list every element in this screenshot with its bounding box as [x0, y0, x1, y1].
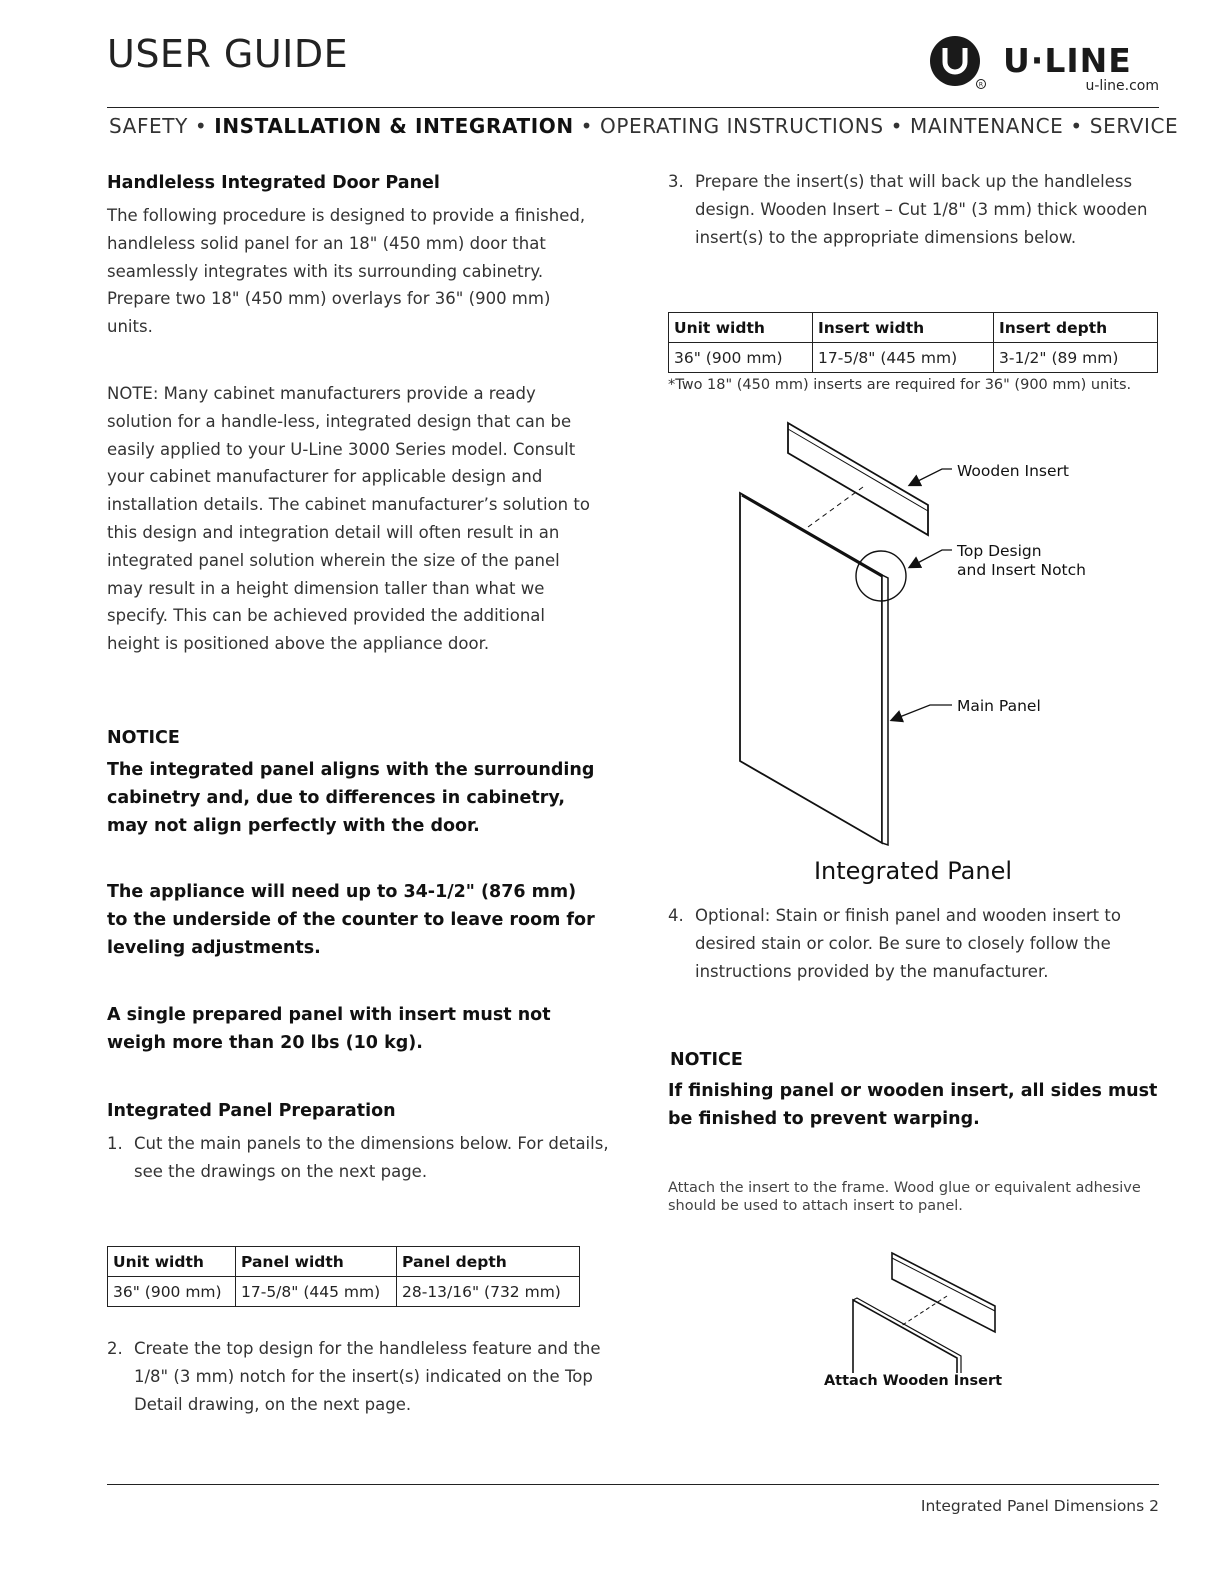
table-footnote: *Two 18" (450 mm) inserts are required for 36" (900 mm) units. — [668, 377, 1132, 393]
page-title: USER GUIDE — [107, 32, 349, 76]
step-1 — [107, 1130, 622, 1186]
step-text: Create the top design for the handleless feature and the 1/8" (3 mm) notch for the insert(s) indicated on the Top Detail drawing, on the next page. — [134, 1339, 601, 1414]
table-header-row — [669, 313, 1158, 343]
step-number: 2. — [107, 1339, 123, 1358]
site-url: u-line.com — [1085, 78, 1159, 94]
main-panel-face — [740, 493, 882, 843]
table-cell: 17-5/8" (445 mm) — [236, 1277, 397, 1307]
figure-caption: Integrated Panel — [813, 857, 1013, 885]
callout-leaders — [880, 455, 960, 725]
table-cell: 36" (900 mm) — [108, 1277, 236, 1307]
notch-leader-arrow — [910, 550, 952, 567]
attach-instructions: Attach the insert to the frame. Wood glue or equivalent adhesive should be used to attach insert to panel. — [668, 1180, 1141, 1214]
table-header-row — [108, 1247, 580, 1277]
alignment-guide — [808, 487, 863, 527]
insert-piece — [892, 1253, 995, 1332]
attach-insert-diagram — [845, 1248, 1005, 1373]
notice-counter-height: The appliance will need up to 34-1/2" (876 mm) to the underside of the counter to leave room for leveling adjustments. — [107, 882, 595, 958]
table-header: Panel depth — [397, 1247, 580, 1277]
nav-separator: • — [580, 114, 594, 138]
table-cell: 17-5/8" (445 mm) — [813, 343, 994, 373]
callout-main-panel: Main Panel — [957, 697, 1041, 715]
callout-insert-notch: and Insert Notch — [957, 561, 1086, 579]
callout-top-design: Top Design — [957, 542, 1042, 560]
step-3 — [668, 168, 1187, 251]
table-cell: 28-13/16" (732 mm) — [397, 1277, 580, 1307]
intro-paragraph: The following procedure is designed to provide a finished, handleless solid panel for an 18" (450 mm) door that seamlessly integrates with its surrounding cabinetry. Prepare two 18" (450 mm) overlays for 36" (900 mm) units. — [107, 206, 586, 337]
table-cell: 3-1/2" (89 mm) — [994, 343, 1158, 373]
header-rule — [107, 107, 1159, 108]
nav-item-installation-integration: INSTALLATION & INTEGRATION — [214, 114, 574, 138]
note-paragraph: NOTE: Many cabinet manufacturers provide a ready solution for a handle-less, integrated design that can be easily applied to your U-Line 3000 Series model. Consult your cabinet manufacturer for applicable design and installation details. The cabinet manufacturer’s solution to this design and integration detail will often result in an integrated panel solution wherein the size of the panel may result in a height dimension taller than what we specify. This can be achieved provided the additional height is positioned above the appliance door. — [107, 384, 590, 654]
section-heading: Handleless Integrated Door Panel — [107, 173, 440, 193]
step-number: 1. — [107, 1134, 123, 1153]
nav-item-safety: SAFETY — [109, 114, 188, 138]
step-text: Optional: Stain or finish panel and wooden insert to desired stain or color. Be sure to closely follow the instructions provided by the manufacturer. — [695, 906, 1121, 981]
table-header: Unit width — [108, 1247, 236, 1277]
nav-separator: • — [1070, 114, 1083, 138]
nav-separator: • — [194, 114, 208, 138]
panel-dimensions-table — [107, 1246, 580, 1307]
table-row — [669, 343, 1158, 373]
nav-item-service: SERVICE — [1089, 114, 1179, 138]
notice-finishing: If finishing panel or wooden insert, all sides must be finished to prevent warping. — [668, 1081, 1158, 1129]
nav-separator: • — [890, 114, 903, 138]
notice-label: NOTICE — [670, 1050, 743, 1070]
page-footer: Integrated Panel Dimensions 2 — [920, 1497, 1159, 1515]
footer-rule — [107, 1484, 1159, 1485]
step-number: 4. — [668, 906, 684, 925]
table-header: Insert width — [813, 313, 994, 343]
insert-leader-arrow — [910, 469, 952, 485]
step-text: Prepare the insert(s) that will back up the handleless design. Wooden Insert – Cut 1/8" (3 mm) thick wooden insert(s) to the appropriate dimensions below. — [695, 172, 1148, 247]
svg-text:R: R — [978, 81, 984, 89]
figure-label: Attach Wooden Insert — [823, 1373, 1003, 1389]
insert-dimensions-table — [668, 312, 1158, 373]
step-2 — [107, 1335, 622, 1418]
brand-wordmark: U·LINE — [1003, 41, 1132, 80]
alignment-guide — [901, 1296, 947, 1326]
nav-item-operating-instructions: OPERATING INSTRUCTIONS — [600, 114, 884, 138]
panel-leader-arrow — [892, 705, 952, 720]
prep-heading: Integrated Panel Preparation — [107, 1101, 396, 1121]
panel-piece — [853, 1300, 957, 1373]
table-header: Panel width — [236, 1247, 397, 1277]
step-text: Cut the main panels to the dimensions below. For details, see the drawings on the next page. — [134, 1134, 609, 1181]
notice-weight-limit: A single prepared panel with insert must not weigh more than 20 lbs (10 kg). — [107, 1005, 551, 1053]
table-row — [108, 1277, 580, 1307]
callout-wooden-insert: Wooden Insert — [957, 462, 1069, 480]
step-4 — [668, 902, 1187, 985]
notice-alignment: The integrated panel aligns with the surrounding cabinetry and, due to differences in cabinetry, may not align perfectly with the door. — [107, 760, 595, 836]
table-cell: 36" (900 mm) — [669, 343, 813, 373]
step-number: 3. — [668, 172, 684, 191]
table-header: Unit width — [669, 313, 813, 343]
notice-label: NOTICE — [107, 728, 180, 748]
nav-item-maintenance: MAINTENANCE — [909, 114, 1064, 138]
table-header: Insert depth — [994, 313, 1158, 343]
section-nav — [109, 114, 1178, 138]
